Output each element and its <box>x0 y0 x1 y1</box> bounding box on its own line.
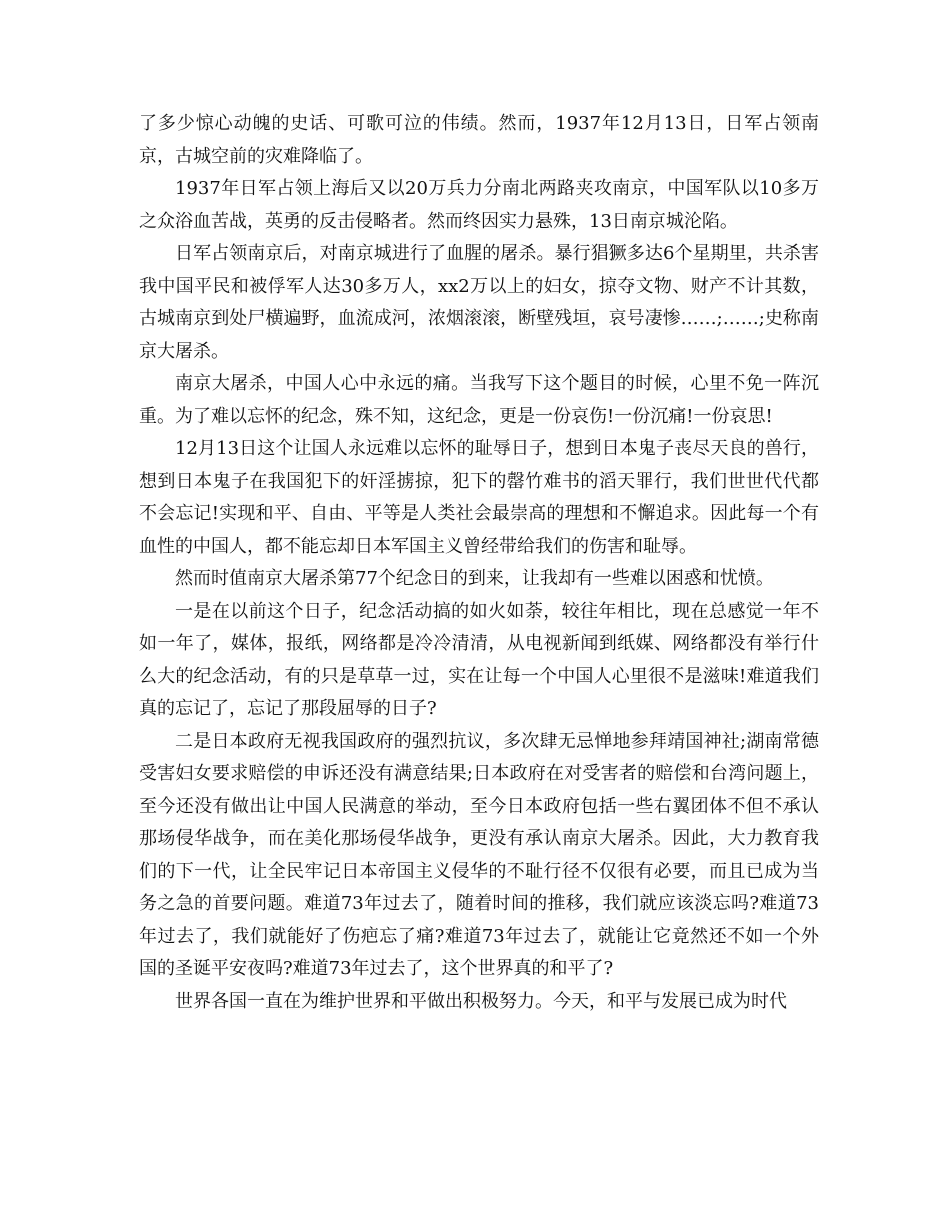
paragraph-3: 日军占领南京后，对南京城进行了血腥的屠杀。暴行猖獗多达6个星期里，共杀害我中国平民和被俘军人达30多万人，xx2万以上的妇女，掠夺文物、财产不计其数，古城南京到处尸横遍野，血流成河，浓烟滚滚，断壁残垣，哀号凄惨……;……;史称南京大屠杀。 <box>139 243 819 362</box>
paragraph-6: 然而时值南京大屠杀第77个纪念日的到来，让我却有一些难以困惑和忧愤。 <box>175 568 774 589</box>
paragraph-1: 了多少惊心动魄的史话、可歌可泣的伟绩。然而，1937年12月13日，日军占领南京，古城空前的灾难降临了。 <box>139 113 819 167</box>
paragraph-7: 一是在以前这个日子，纪念活动搞的如火如荼，较往年相比，现在总感觉一年不如一年了，媒体，报纸，网络都是冷冷清清，从电视新闻到纸媒、网络都没有举行什么大的纪念活动，有的只是草草一过，实在让每一个中国人心里很不是滋味!难道我们真的忘记了，忘记了那段屈辱的日子? <box>139 600 819 719</box>
document-page <box>139 108 819 1018</box>
paragraph-5: 12月13日这个让国人永远难以忘怀的耻辱日子，想到日本鬼子丧尽天良的兽行，想到日本鬼子在我国犯下的奸淫掳掠，犯下的罄竹难书的滔天罪行，我们世世代代都不会忘记!实现和平、自由、平等是人类社会最崇高的理想和不懈追求。因此每一个有血性的中国人，都不能忘却日本军国主义曾经带给我们的伤害和耻辱。 <box>139 438 819 557</box>
paragraph-9: 世界各国一直在为维护世界和平做出积极努力。今天，和平与发展已成为时代 <box>175 990 787 1012</box>
paragraph-2: 1937年日军占领上海后又以20万兵力分南北两路夹攻南京，中国军队以10多万之众浴血苦战，英勇的反击侵略者。然而终因实力悬殊，13日南京城沦陷。 <box>139 178 819 232</box>
paragraph-8: 二是日本政府无视我国政府的强烈抗议，多次肆无忌惮地参拜靖国神社;湖南常德受害妇女要求赔偿的申诉还没有满意结果;日本政府在对受害者的赔偿和台湾问题上，至今还没有做出让中国人民满意的举动，至今日本政府包括一些右翼团体不但不承认那场侵华战争，而在美化那场侵华战争，更没有承认南京大屠杀。因此，大力教育我们的下一代，让全民牢记日本帝国主义侵华的不耻行径不仅很有必要，而且已成为当务之急的首要问题。难道73年过去了，随着时间的推移，我们就应该淡忘吗?难道73年过去了，我们就能好了伤疤忘了痛?难道73年过去了，就能让它竟然还不如一个外国的圣诞平安夜吗?难道73年过去了，这个世界真的和平了? <box>139 730 819 979</box>
paragraph-4: 南京大屠杀，中国人心中永远的痛。当我写下这个题目的时候，心里不免一阵沉重。为了难以忘怀的纪念，殊不知，这纪念，更是一份哀伤!一份沉痛!一份哀思! <box>139 373 819 427</box>
